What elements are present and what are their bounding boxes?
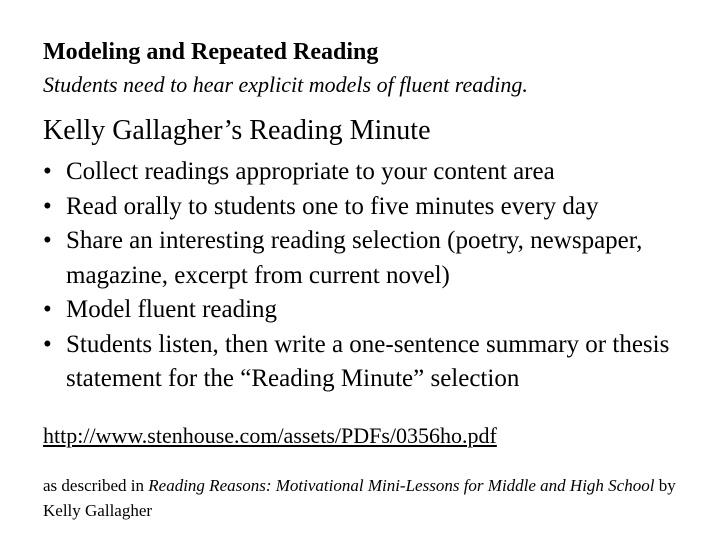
- bullet-item: [43, 155, 693, 190]
- citation-suffix: by Kelly Gallagher: [43, 476, 676, 520]
- bullet-item: [43, 293, 693, 328]
- stenhouse-link[interactable]: http://www.stenhouse.com/assets/PDFs/0356ho.pdf: [43, 423, 497, 448]
- citation-prefix: as described in: [43, 476, 149, 495]
- bullet-item: [43, 190, 693, 225]
- bullet-list: [43, 155, 693, 397]
- slide-subtitle: Students need to hear explicit models of fluent reading.: [43, 72, 528, 97]
- bullet-icon: •: [43, 296, 52, 323]
- bullet-icon: •: [43, 158, 52, 185]
- citation: [43, 473, 683, 523]
- bullet-text: Students listen, then write a one-sentence summary or thesis statement for the “Reading Minute” selection: [66, 330, 670, 392]
- citation-book-title: Reading Reasons: Motivational Mini-Lessons for Middle and High School: [148, 476, 655, 495]
- bullet-item: [43, 328, 693, 397]
- bullet-icon: •: [43, 192, 52, 220]
- section-heading: Kelly Gallagher’s Reading Minute: [43, 115, 431, 146]
- bullet-icon: •: [43, 330, 52, 358]
- slide-title: Modeling and Repeated Reading: [43, 39, 379, 65]
- bullet-text: Read orally to students one to five minutes every day: [66, 192, 599, 220]
- bullet-text: Collect readings appropriate to your content area: [66, 158, 555, 185]
- bullet-icon: •: [43, 227, 52, 254]
- bullet-item: [43, 224, 693, 293]
- bullet-text: Model fluent reading: [66, 296, 278, 323]
- bullet-text: Share an interesting reading selection (poetry, newspaper, magazine, excerpt from current novel): [66, 227, 643, 289]
